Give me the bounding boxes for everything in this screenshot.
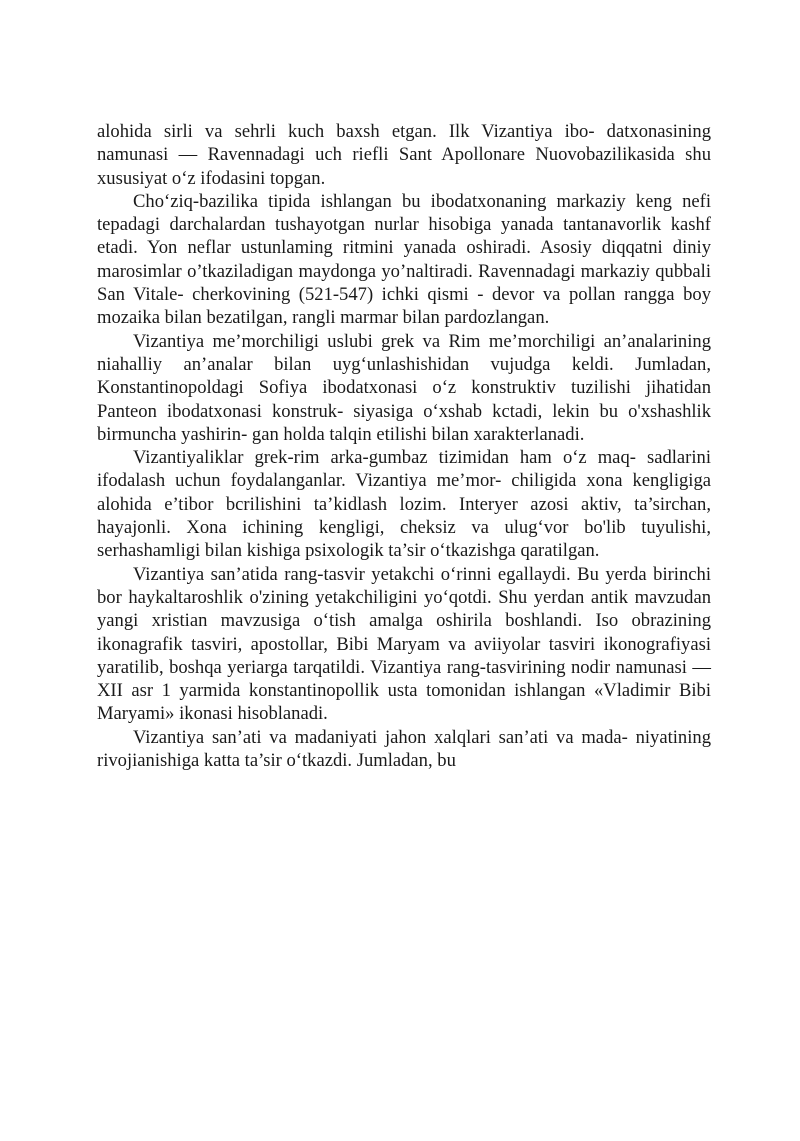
paragraph-influence: Vizantiya san’ati va madaniyati jahon xalqlari san’ati va mada- niyatining rivojianishiga katta ta’sir o‘tkazdi. Jumladan, bu	[97, 726, 711, 772]
page-body	[97, 120, 711, 772]
paragraph-architecture-style: Vizantiya me’morchiligi uslubi grek va Rim me’morchiligi an’analarining niahalliy an’analar bilan uyg‘unlashishidan vujudga keldi. Jumladan, Konstantinopoldagi Sofiya ibodatxonasi o‘z konstruktiv tuzilishi jihatidan Panteon ibodatxonasi konstruk- siyasiga o‘xshab kctadi, lekin bu o'xshashlik birmuncha yashirin- gan holda talqin etilishi bilan xarakterlanadi.	[97, 330, 711, 445]
paragraph-arch-dome-system: Vizantiyaliklar grek-rim arka-gumbaz tizimidan ham o‘z maq- sadlarini ifodalash uchun foydalanganlar. Vizantiya me’mor- chiligida xona kengligiga alohida e’tibor bcrilishini ta’kidlash lozim. Interyer azosi aktiv, ta’sirchan, hayajonli. Xona ichining kengligi, cheksiz va ulug‘vor bo'lib tuyulishi, serhashamligi bilan kishiga psixologik ta’sir o‘tkazishga qaratilgan.	[97, 447, 711, 562]
paragraph-continuation: alohida sirli va sehrli kuch baxsh etgan. Ilk Vizantiya ibo- datxonasining namunasi — Ravennadagi uch riefli Sant Apollonare Nuovobazilikasida shu xususiyat o‘z ifodasini topgan.	[97, 121, 711, 189]
paragraph-basilica-nave: Cho‘ziq-bazilika tipida ishlangan bu ibodatxonaning markaziy keng nefi tepadagi darchalardan tushayotgan nurlar hisobiga yanada tantanavorlik kashf etadi. Yon neflar ustunlaming ritmini yanada oshiradi. Asosiy diqqatni diniy marosimlar o’tkaziladigan maydonga yo’naltiradi. Ravennadagi markaziy qubbali San Vitale- cherkovining (521-547) ichki qismi - devor va pollan rangga boy mozaika bilan bezatilgan, rangli marmar bilan pardozlangan.	[97, 190, 711, 329]
paragraph-painting: Vizantiya san’atida rang-tasvir yetakchi o‘rinni egallaydi. Bu yerda birinchi bor haykaltaroshlik o'zining yetakchiligini yo‘qotdi. Shu yerdan antik mavzudan yangi xristian mavzusiga o‘tish amalga oshirila boshlandi. Iso obrazining ikonagrafik tasviri, apostollar, Bibi Maryam va aviiyolar tasviri ikonografiyasi yaratilib, boshqa yeriarga tarqatildi. Vizantiya rang-tasvirining nodir namunasi — XII asr 1 yarmida konstantinopollik usta tomonidan ishlangan «Vladimir Bibi Maryami» ikonasi hisoblanadi.	[97, 563, 711, 725]
